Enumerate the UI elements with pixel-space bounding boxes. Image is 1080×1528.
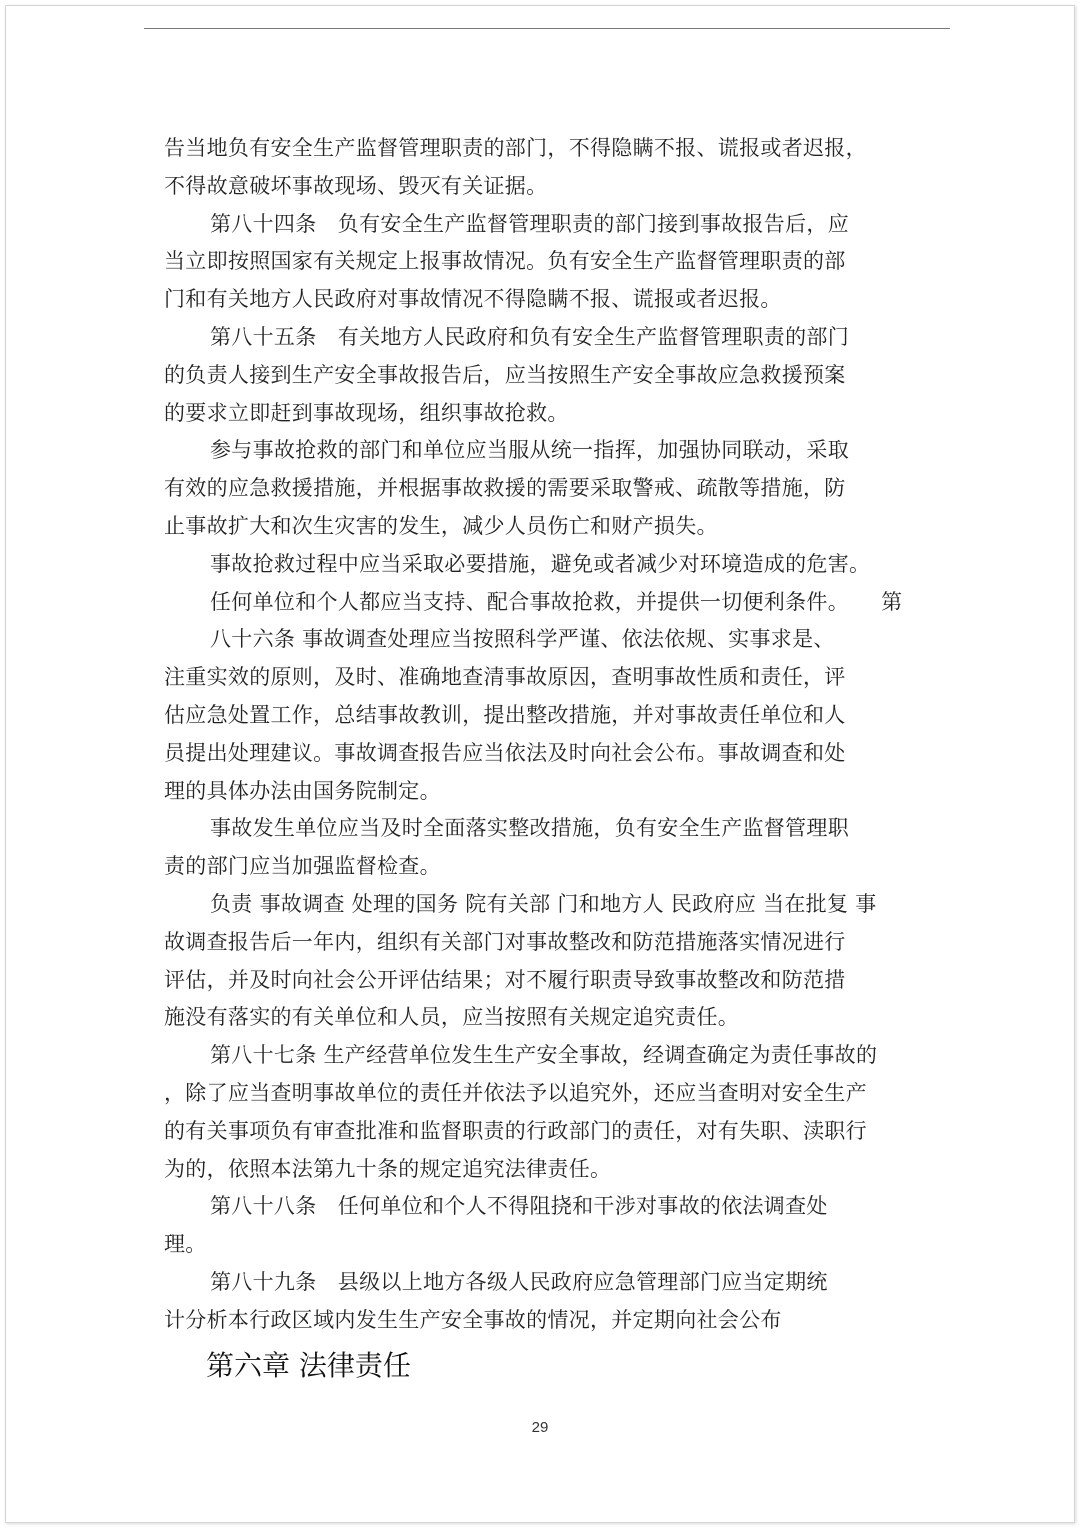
text-line: 注重实效的原则，及时、准确地查清事故原因，查明事故性质和责任，评 [164,665,846,690]
article-84-start: 第八十四条 负有安全生产监督管理职责的部门接到事故报告后，应 [210,211,849,236]
article-85-start: 第八十五条 有关地方人民政府和负有安全生产监督管理职责的部门 [210,324,849,349]
text-line: 为的，依照本法第九十条的规定追究法律责任。 [164,1156,612,1181]
text-line: 责的部门应当加强监督检查。 [164,854,441,879]
paragraph-start: 任何单位和个人都应当支持、配合事故抢救，并提供一切便利条件。 第 [210,589,903,614]
text-line: 的要求立即赶到事故现场，组织事故抢救。 [164,400,569,425]
text-line: 理的具体办法由国务院制定。 [164,778,441,803]
text-line: ，除了应当查明事故单位的责任并依法予以追究外，还应当查明对安全生产 [164,1080,867,1105]
text-line: 告当地负有安全生产监督管理职责的部门，不得隐瞒不报、谎报或者迟报， [164,136,867,160]
text-line: 的有关事项负有审查批准和监督职责的行政部门的责任，对有失职、渎职行 [164,1118,867,1143]
article-87-start: 第八十七条 生产经营单位发生生产安全事故，经调查确定为责任事故的 [210,1043,878,1068]
paragraph-start: 参与事故抢救的部门和单位应当服从统一指挥，加强协同联动，采取 [210,438,849,463]
article-86-continuation: 八十六条 事故调查处理应当按照科学严谨、依法依规、实事求是、 [210,627,835,652]
text-line: 止事故扩大和次生灾害的发生，减少人员伤亡和财产损失。 [164,513,718,538]
text-line: 员提出处理建议。事故调查报告应当依法及时向社会公布。事故调查和处 [164,740,846,765]
body-text [164,130,924,1340]
page-number: 29 [531,1419,549,1436]
article-88-start: 第八十八条 任何单位和个人不得阻挠和干涉对事故的依法调查处 [210,1194,828,1219]
header-rule [144,28,950,29]
paragraph-start: 事故发生单位应当及时全面落实整改措施，负有安全生产监督管理职 [210,816,849,841]
text-line: 理。 [164,1232,207,1257]
text-line: 施没有落实的有关单位和人员，应当按照有关规定追究责任。 [164,1005,740,1030]
text-line: 门和有关地方人民政府对事故情况不得隐瞒不报、谎报或者迟报。 [164,287,782,312]
text-line: 当立即按照国家有关规定上报事故情况。负有安全生产监督管理职责的部 [164,249,846,274]
text-line: 评估，并及时向社会公开评估结果；对不履行职责导致事故整改和防范措 [164,967,846,992]
text-line: 不得故意破坏事故现场、毁灭有关证据。 [164,173,548,198]
text-line: 故调查报告后一年内，组织有关部门对事故整改和防范措施落实情况进行 [164,929,846,954]
text-line: 估应急处置工作，总结事故教训，提出整改措施，并对事故责任单位和人 [164,702,846,727]
article-89-start: 第八十九条 县级以上地方各级人民政府应急管理部门应当定期统 [210,1269,828,1294]
text-line: 有效的应急救援措施，并根据事故救援的需要采取警戒、疏散等措施，防 [164,476,846,501]
paragraph-start: 事故抢救过程中应当采取必要措施，避免或者减少对环境造成的危害。 [210,551,871,576]
text-line: 的负责人接到生产安全事故报告后，应当按照生产安全事故应急救援预案 [164,362,846,387]
chapter-title: 第六章 法律责任 [206,1349,411,1382]
text-line: 计分析本行政区域内发生生产安全事故的情况，并定期向社会公布 [164,1307,782,1332]
paragraph-start: 负责 事故调查 处理的国务 院有关部 门和地方人 民政府应 当在批复 事 [210,891,877,916]
